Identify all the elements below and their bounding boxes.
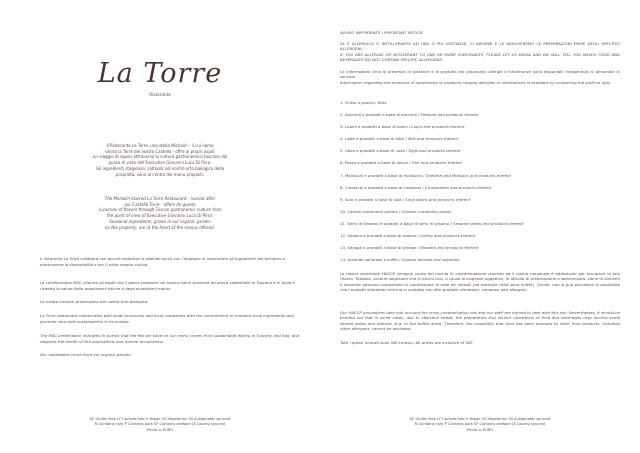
intro-line: a journey of flavors through Tuscan gastronomic culture from	[98, 207, 222, 213]
intro-line: Seasonal ingredients, grown in our organic garden	[109, 218, 211, 224]
paragraph-producers-en: La Torre restaurant collaborates with small producers and local companies with the commitment to enhance local ingredients and promote zero-mile sustainability in its cuisine.	[40, 313, 294, 324]
prices-note: Prices in EURO	[466, 427, 494, 432]
allergen-item: 14. Anidride solforosa e solfiti / Sulphur dioxide and sulphites	[340, 257, 460, 263]
intro-line: un viaggio di sapori attraverso la cultura gastronomica toscana dal	[92, 154, 228, 160]
vat-note: Tutti i prezzi indicati sono IVA inclusa / All prices are inclusive of VAT.	[340, 340, 474, 345]
allergen-list	[340, 100, 630, 269]
paragraph-producers: Il ristorante La Torre collabora con piccoli produttori e aziende locali con l'impegno di valorizzare gli ingredienti del territorio e promuovere la sostenibilità a km 0 nella propria cucina.	[40, 256, 286, 267]
intro-line: The Michelin-starred La Torre Restaurant - named after	[104, 196, 216, 201]
allergen-item: 5. Uova e prodotti a base di uova / Eggs and products thereof	[340, 148, 461, 154]
allergen-item: 11. Semi di Sesamo e prodotti a base di semi di sesamo / Sesame seeds and products thereof	[340, 220, 524, 226]
allergen-item: 8. Crostacei e prodotti a base di crostacei / Crustaceans and products thereof	[340, 184, 492, 190]
allergen-item: 12. Sedano e prodotti a base di sedano / Celery and products thereof	[340, 233, 475, 239]
intro-line: the point of view of Executive Giovanni Luca Di Pirro.	[106, 213, 214, 219]
intro-line: onora la Torre del nostro Castello - offre ai propri ospiti	[105, 148, 215, 154]
allergy-caps-english: IF YOU ARE ALLERGIC OR INTOLERANT TO ONE OR MORE SUBSTANCES, PLEASE LET US KNOW AND WE WILL TELL YOU WHICH FOOD AND BEVERAGES DO NOT CONTAIN SPECIFIC ALLERGENS.	[340, 52, 620, 63]
intro-line: Il Ristorante La Torre, una stella Michelin - il cui nome	[106, 143, 214, 148]
allergen-item: 1. Frutta a guscio / Nuts	[340, 100, 387, 105]
allergen-item: 7. Molluschi e prodotti a base di molluschi / Shellfish and Molluscs and products thereof	[340, 172, 511, 178]
legend-line: N Contains nuts P Contains pork SF Contains seafood LS Locally-sourced	[414, 422, 546, 427]
intro-line: on the property, are at the heart of the menus offered.	[105, 224, 215, 230]
haccp-italian: Le nostre procedure HACCP tengono conto del rischio di contaminazione crociata ed il nostro personale è addestrato per occuparsi di tale rischio. Tuttavia, occorre segnalare che in alcuni casi, a causa di esigenze oggettive, le attività di preparazione e somministra- zione di alimenti e bevande possono comportare la condivisione di aree ed utensili (ad esempio nella zona buffet). Quindi, non si può escludere la possibilità che i prodotti alimentari entrino in contatto con altri prodotti alimentari, compresi altri allergeni.	[340, 271, 620, 293]
intro-line: Gli ingredienti stagionali, coltivati nel nostro orto biologico della	[95, 165, 225, 171]
restaurant-subtitle: Ristorante	[149, 92, 171, 97]
allergen-item: 4. Latte e prodotti a base di latte / Milk and products thereof	[340, 136, 459, 142]
intro-english	[60, 196, 260, 230]
allergy-caps-italian: SE È ALLERGICO O INTOLLERANTE AD UNA O PIÙ SOSTANZE, CI INFORMI E LE INDICHEREMO LE PREPARAZIONI PRIVE DEGLI SPECIFICI ALLERGENI.	[340, 41, 620, 52]
legend-footer	[320, 417, 640, 433]
restaurant-title: La Torre	[97, 58, 223, 89]
legend-line: N Contains nuts P Contains pork SF Contains seafood LS Locally-sourced	[94, 422, 226, 427]
allergen-item: 10. Cereali contenenti glutine / Cereals containing gluten	[340, 208, 452, 214]
intro-line: proprietà, sono al centro dei menu proposti.	[115, 171, 205, 177]
legend-footer	[0, 417, 320, 433]
prices-note: Prices in EURO	[146, 427, 174, 432]
allergen-item: 2. Arachidi e prodotti a base di arachidi / Peanuts and products thereof	[340, 112, 479, 118]
notice-heading: AVVISO IMPORTANTE / IMPORTANT NOTICE	[340, 30, 423, 35]
allergen-item: 3. Lupini e prodotti a base di lupini / Lupin and products thereof	[340, 124, 465, 130]
paragraph-msc-en: The MSC certification indicates to guests that the fish we have on our menu comes from sustainable fishing in Tuscany and Italy and respects the health of fish populations and marine ecosystems.	[40, 333, 300, 344]
legend-line: GF Gluten-free LF Lactose-free V Vegan VG Vegetarian SS Sustainably sourced	[409, 417, 551, 421]
paragraph-msc: La certificazione MSC informa gli ospiti che il pesce presente nel nostro menù proviene da pesca sostenibile in Toscana e in Italia e rispetta la salute delle popolazioni ittiche e degli ecosistemi marini.	[40, 280, 295, 291]
intro-line: punto di vista dell'Executive Giovanni Luca Di Pirro.	[108, 160, 212, 166]
right-page	[320, 0, 640, 453]
paragraph-vegetables-en: Our vegetables come from our organic garden.	[40, 352, 132, 357]
paragraph-vegetables: Le nostre verdure provengono dal nostro orto biologico.	[40, 299, 149, 304]
intro-line: our Castello Torre - offers its guests	[124, 201, 196, 207]
allergen-item: 6. Pesce e prodotti a base di pesce / Fish and products thereof	[340, 160, 462, 166]
allergen-item: 9. Soia e prodotti a base di soia / Soya beans and products thereof	[340, 196, 471, 202]
info-italian: Le informazioni circa la presenza di sostanze o di prodotti che provocano allergie o intolleranze sono disponibili rivolgendosi al personale in servizio.	[340, 69, 620, 80]
info-english: Information regarding the presence of substances or products causing allergies or intolerances is available by contacting the staff on duty.	[340, 80, 612, 85]
haccp-english: Our HACCP procedures take into account the cross-contamination risk and our staff are trained to deal with this risk. Nevertheless, it should be pointed out that in some cases, due to objective needs, the preparation and service operations of food and beverages may involve some shared areas and utensils (e.g. in the buffet area). Therefore, the possibility that food has been exposed to other food products, including other allergens, cannot be excluded.	[340, 310, 620, 332]
intro-italian	[60, 143, 260, 177]
legend-line: GF Gluten-free LF Lactose-free V Vegan VG Vegetarian SS Sustainably sourced	[89, 417, 231, 421]
allergen-item: 13. Senape e prodotti a base di senape / Mustard and products thereof	[340, 245, 479, 251]
